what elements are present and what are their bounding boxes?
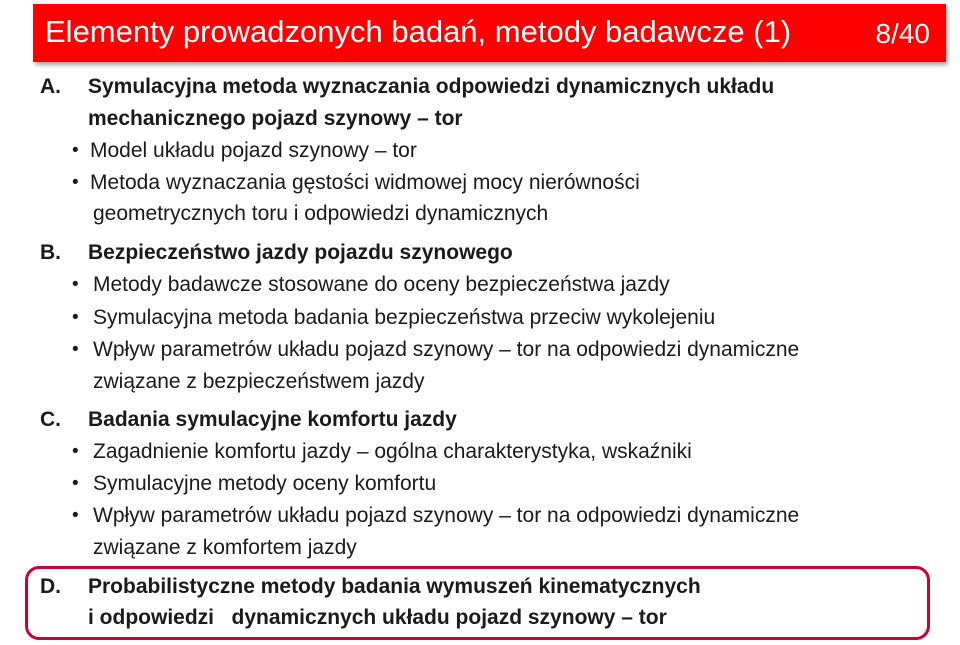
bullet-icon: •: [72, 172, 79, 193]
section-a-letter: A.: [40, 75, 61, 98]
page-number: 8/40: [875, 18, 930, 49]
section-b-item: Symulacyjna metoda badania bezpieczeństwa przeciw wykolejeniu: [93, 306, 716, 329]
section-a-heading-cont: mechanicznego pojazd szynowy – tor: [88, 107, 463, 130]
bullet-icon: •: [72, 441, 79, 462]
section-b-item: Wpływ parametrów układu pojazd szynowy – tor na odpowiedzi dynamiczne: [93, 338, 800, 361]
section-b-letter: B.: [40, 241, 61, 264]
bullet-icon: •: [72, 307, 79, 328]
section-c-item: Zagadnienie komfortu jazdy – ogólna charakterystyka, wskaźniki: [93, 440, 692, 463]
section-d-heading-cont: i odpowiedzi dynamicznych układu pojazd szynowy – tor: [88, 606, 667, 629]
section-a-heading: Symulacyjna metoda wyznaczania odpowiedzi dynamicznych układu: [88, 75, 775, 98]
section-c-item-cont: związane z komfortem jazdy: [93, 536, 357, 559]
section-a-item: Metoda wyznaczania gęstości widmowej mocy nierówności: [90, 171, 640, 194]
bullet-icon: •: [72, 473, 79, 494]
slide-title-bar: [33, 4, 946, 62]
bullet-icon: •: [72, 140, 79, 161]
section-d-letter: D.: [40, 575, 61, 598]
section-a-item: Model układu pojazd szynowy – tor: [90, 139, 417, 162]
section-a-item-cont: geometrycznych toru i odpowiedzi dynamicznych: [93, 202, 549, 225]
slide-title: Elementy prowadzonych badań, metody badawcze (1): [45, 14, 792, 49]
section-b-item-cont: związane z bezpieczeństwem jazdy: [93, 370, 425, 393]
section-c-letter: C.: [40, 408, 61, 431]
bullet-icon: •: [72, 339, 79, 360]
section-d-heading: Probabilistyczne metody badania wymuszeń kinematycznych: [88, 575, 701, 598]
section-c-item: Wpływ parametrów układu pojazd szynowy – tor na odpowiedzi dynamiczne: [93, 504, 800, 527]
section-c-heading: Badania symulacyjne komfortu jazdy: [88, 408, 457, 431]
section-c-item: Symulacyjne metody oceny komfortu: [93, 472, 437, 495]
section-b-item: Metody badawcze stosowane do oceny bezpieczeństwa jazdy: [93, 273, 670, 296]
section-b-heading: Bezpieczeństwo jazdy pojazdu szynowego: [88, 241, 513, 264]
bullet-icon: •: [72, 274, 79, 295]
bullet-icon: •: [72, 505, 79, 526]
